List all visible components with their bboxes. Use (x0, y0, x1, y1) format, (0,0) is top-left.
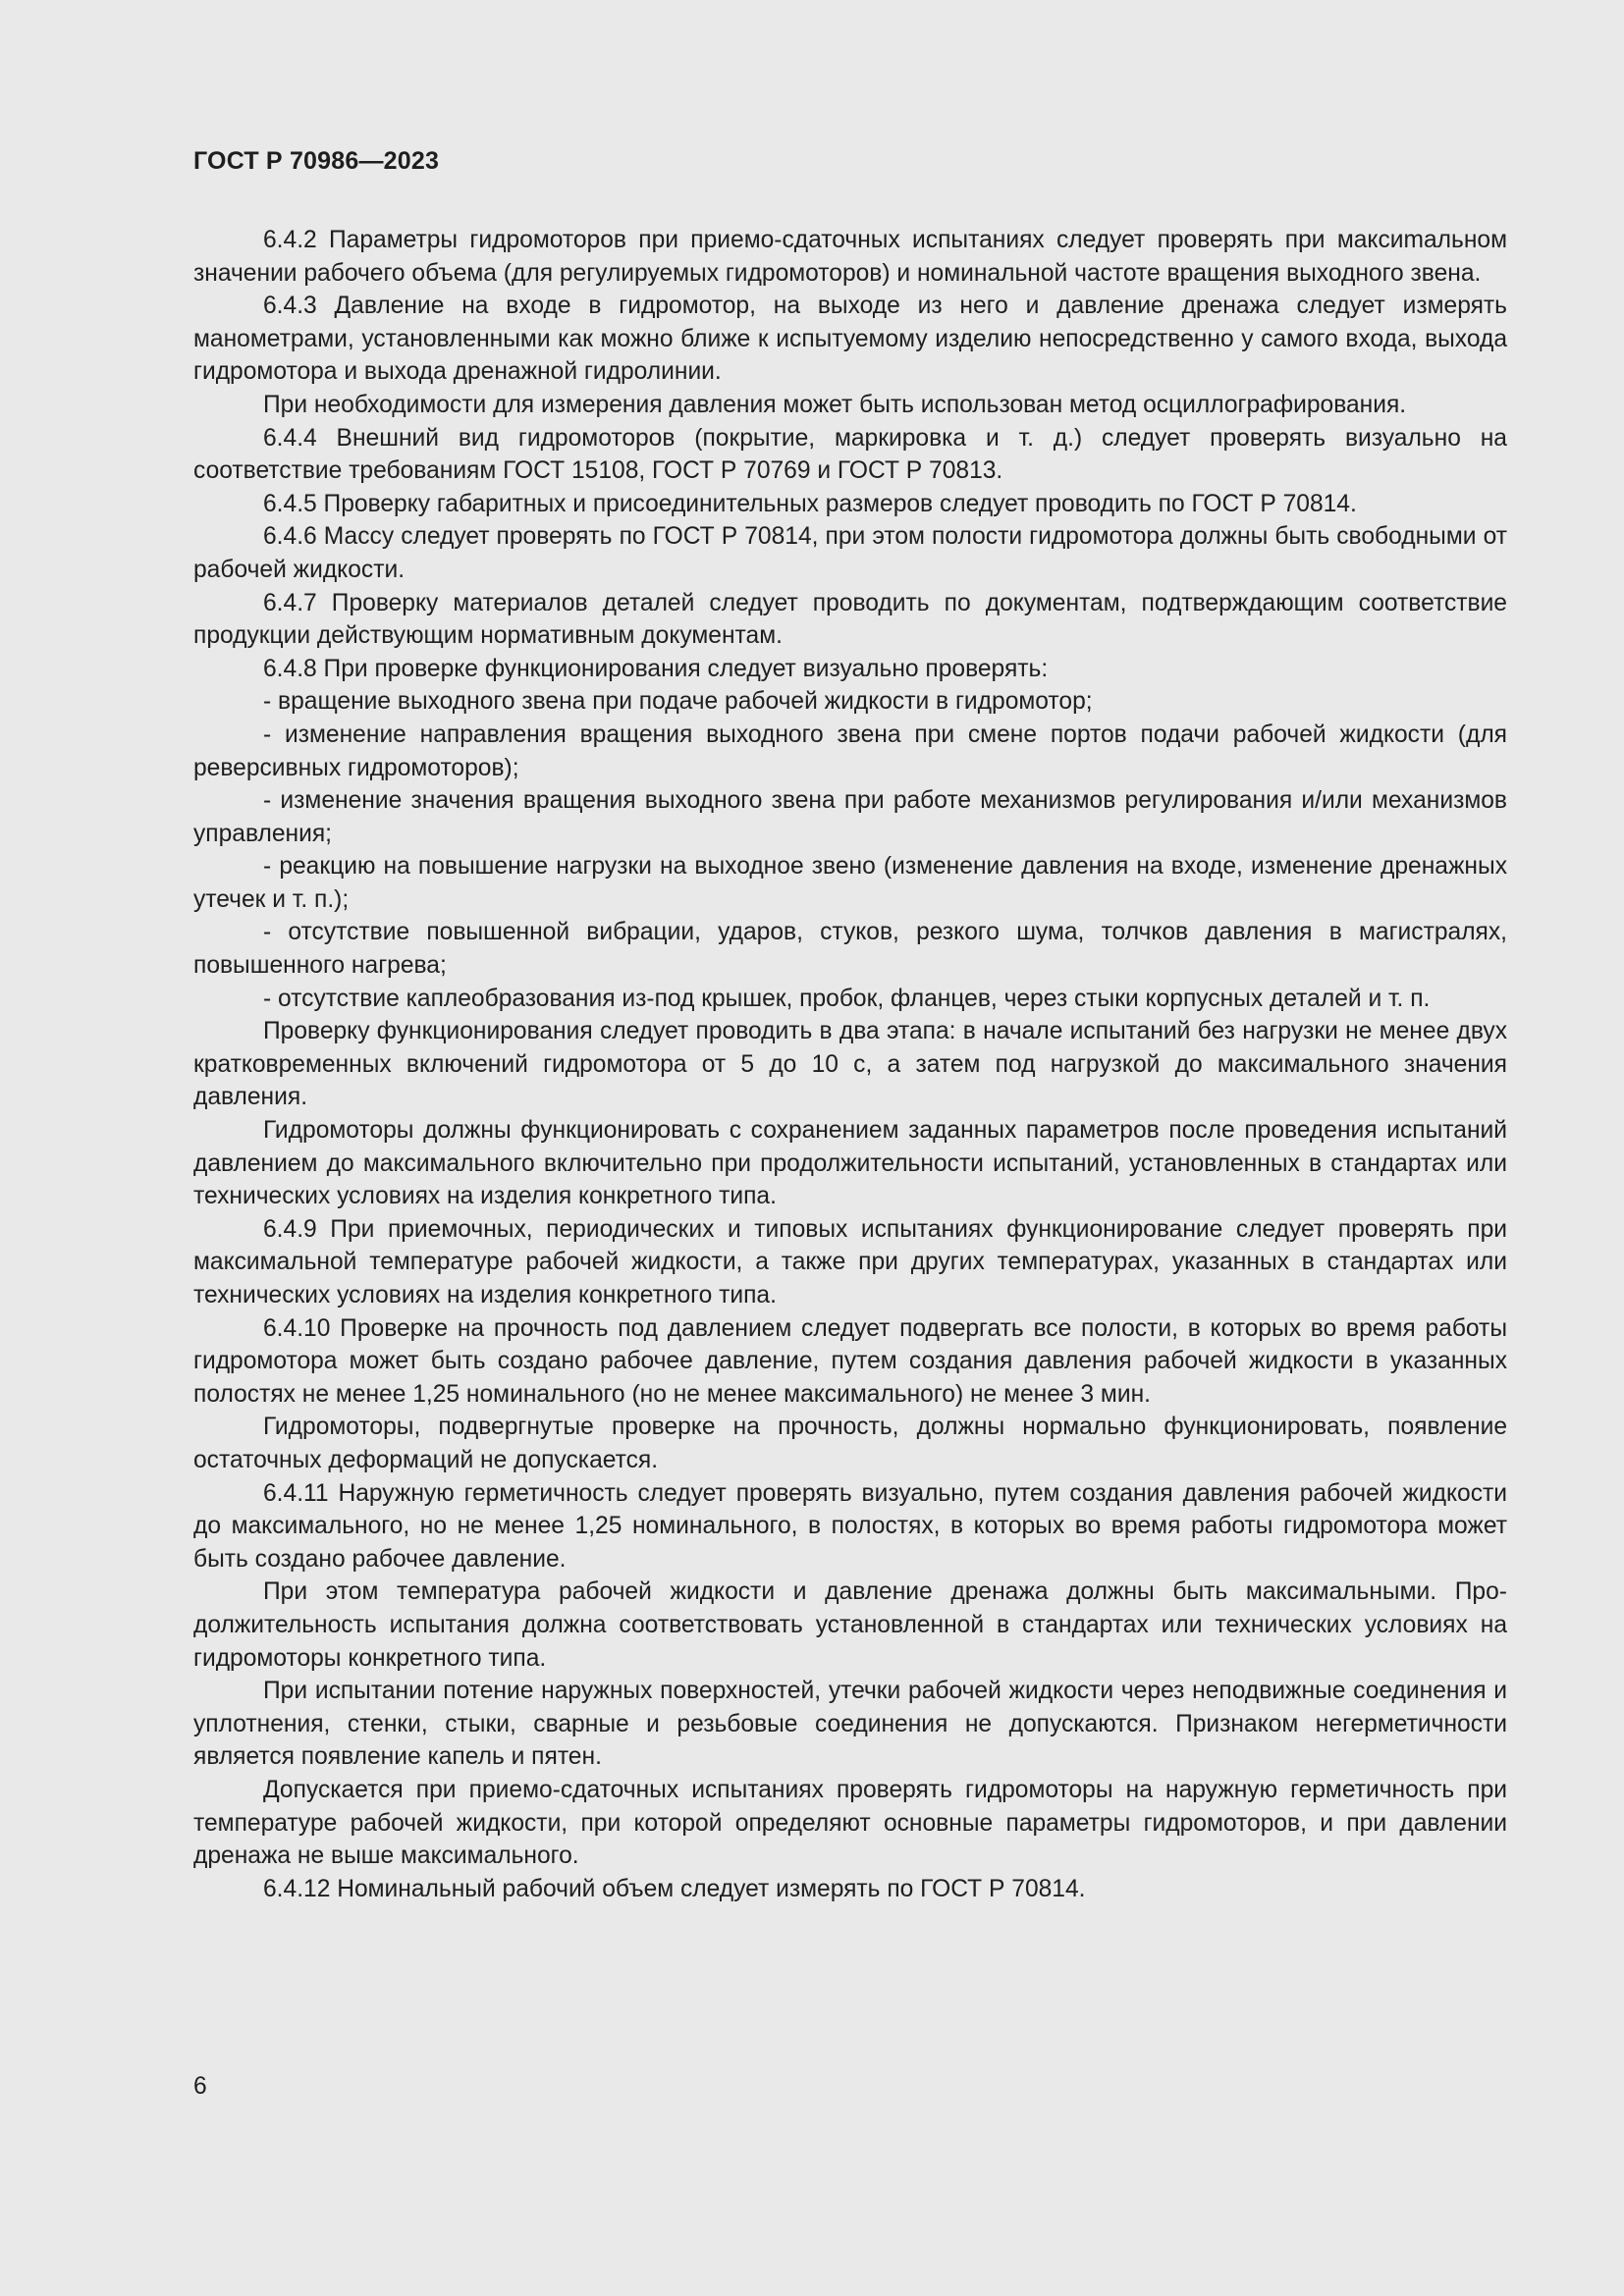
document-header: ГОСТ Р 70986—2023 (193, 147, 440, 175)
list-item: - вращение выходного звена при подаче рабочей жидкости в гидромотор; (263, 688, 1093, 716)
paragraph: Гидромоторы, подвергнутые проверке на прочность, должны нормально функционировать, появление остаточных деформаций не допускается. (193, 1414, 1507, 1473)
list-item: - отсутствие повышенной вибрации, ударов, стуков, резкого шума, толчков давления в магистралях, повышенного нагрева; (193, 919, 1507, 980)
paragraph: 6.4.5 Проверку габаритных и присоединительных размеров следует проводить по ГОСТ Р 70814. (263, 490, 1357, 517)
list-item: - реакцию на повышение нагрузки на выходное звено (изменение давления на входе, изменение дренажных утечек и т. п.); (193, 853, 1507, 913)
paragraph: 6.4.9 При приемочных, периодических и типовых испытаниях функционирование следует проверять при максимальной температуре рабочей жидкости, а также при других температурах, указанных в стандартах или технических условиях на изделия конкретного типа. (193, 1215, 1507, 1308)
paragraph: Гидромоторы должны функционировать с сохранением заданных параметров после проведения испытаний давлением до максимального включительно при продолжительности испытаний, установленных в стандартах или технических условиях на изделия конкретного типа. (193, 1117, 1507, 1210)
paragraph: 6.4.4 Внешний вид гидромоторов (покрытие, маркировка и т. д.) следует проверять визуально на соответствие требованиям ГОСТ 15108, ГОСТ Р 70769 и ГОСТ Р 70813. (193, 424, 1507, 485)
page-number: 6 (193, 2073, 207, 2100)
paragraph: 6.4.3 Давление на входе в гидромотор, на выходе из него и давление дренажа следует измерять манометрами, установленными как можно ближе к испытуемому изделию непосредственно у самого входа, выхода гидромотора и выхода дренажной гидролинии. (193, 293, 1507, 386)
paragraph: 6.4.10 Проверке на прочность под давлением следует подвергать все полости, в которых во время работы гидромотора может быть создано рабочее давление, путем создания давления рабочей жидкости в указанных полостях не менее 1,25 номинального (но не менее максимального) не менее 3 мин. (193, 1314, 1507, 1408)
paragraph: При необходимости для измерения давления может быть использован метод осциллографирования. (263, 391, 1407, 418)
list-item: - отсутствие каплеобразования из-под крышек, пробок, фланцев, через стыки корпусных деталей и т. п. (263, 985, 1431, 1012)
document-body (193, 224, 1507, 1905)
list-item: - изменение значения вращения выходного звена при работе механизмов регулирования и/или механизмов управления; (193, 787, 1507, 847)
paragraph: 6.4.8 При проверке функционирования следует визуально проверять: (263, 655, 1049, 682)
list-item: - изменение направления вращения выходного звена при смене портов подачи рабочей жидкости (для реверсивных гидромоторов); (193, 721, 1507, 781)
paragraph: 6.4.2 Параметры гидромоторов при приемо-сдаточных испытаниях следует проверять при максиmальном значении рабочего объема (для регулируемых гидромоторов) и номинальной частоте вращения выходного звена. (193, 227, 1507, 287)
paragraph: При этом температура рабочей жидкости и давление дренажа должны быть максимальными. Продолжительность испытания должна соответствовать установленной в стандартах или технических условиях на гидромоторы конкретного типа. (193, 1578, 1507, 1672)
paragraph: При испытании потение наружных поверхностей, утечки рабочей жидкости через неподвижные соединения и уплотнения, стенки, стыки, сварные и резьбовые соединения не допускаются. Признаком негерметичности является появление капель и пятен. (193, 1678, 1507, 1771)
paragraph: 6.4.7 Проверку материалов деталей следует проводить по документам, подтверждающим соответствие продукции действующим нормативным документам. (193, 589, 1507, 650)
paragraph: Допускается при приемо-сдаточных испытаниях проверять гидромоторы на наружную герметичность при температуре рабочей жидкости, при которой определяют основные параметры гидромоторов, и при давлении дренажа не выше максимального. (193, 1776, 1507, 1870)
paragraph: 6.4.6 Массу следует проверять по ГОСТ Р 70814, при этом полости гидромотора должны быть свободными от рабочей жидкости. (193, 523, 1507, 583)
paragraph: Проверку функционирования следует проводить в два этапа: в начале испытаний без нагрузки не менее двух кратковременных включений гидромотора от 5 до 10 с, а затем под нагрузкой до максимального значения давления. (193, 1018, 1507, 1111)
paragraph: 6.4.11 Наружную герметичность следует проверять визуально, путем создания давления рабочей жидкости до максимального, но не менее 1,25 номинального, в полостях, в которых во время работы гидромотора может быть создано рабочее давление. (193, 1479, 1507, 1573)
paragraph: 6.4.12 Номинальный рабочий объем следует измерять по ГОСТ Р 70814. (263, 1875, 1086, 1902)
